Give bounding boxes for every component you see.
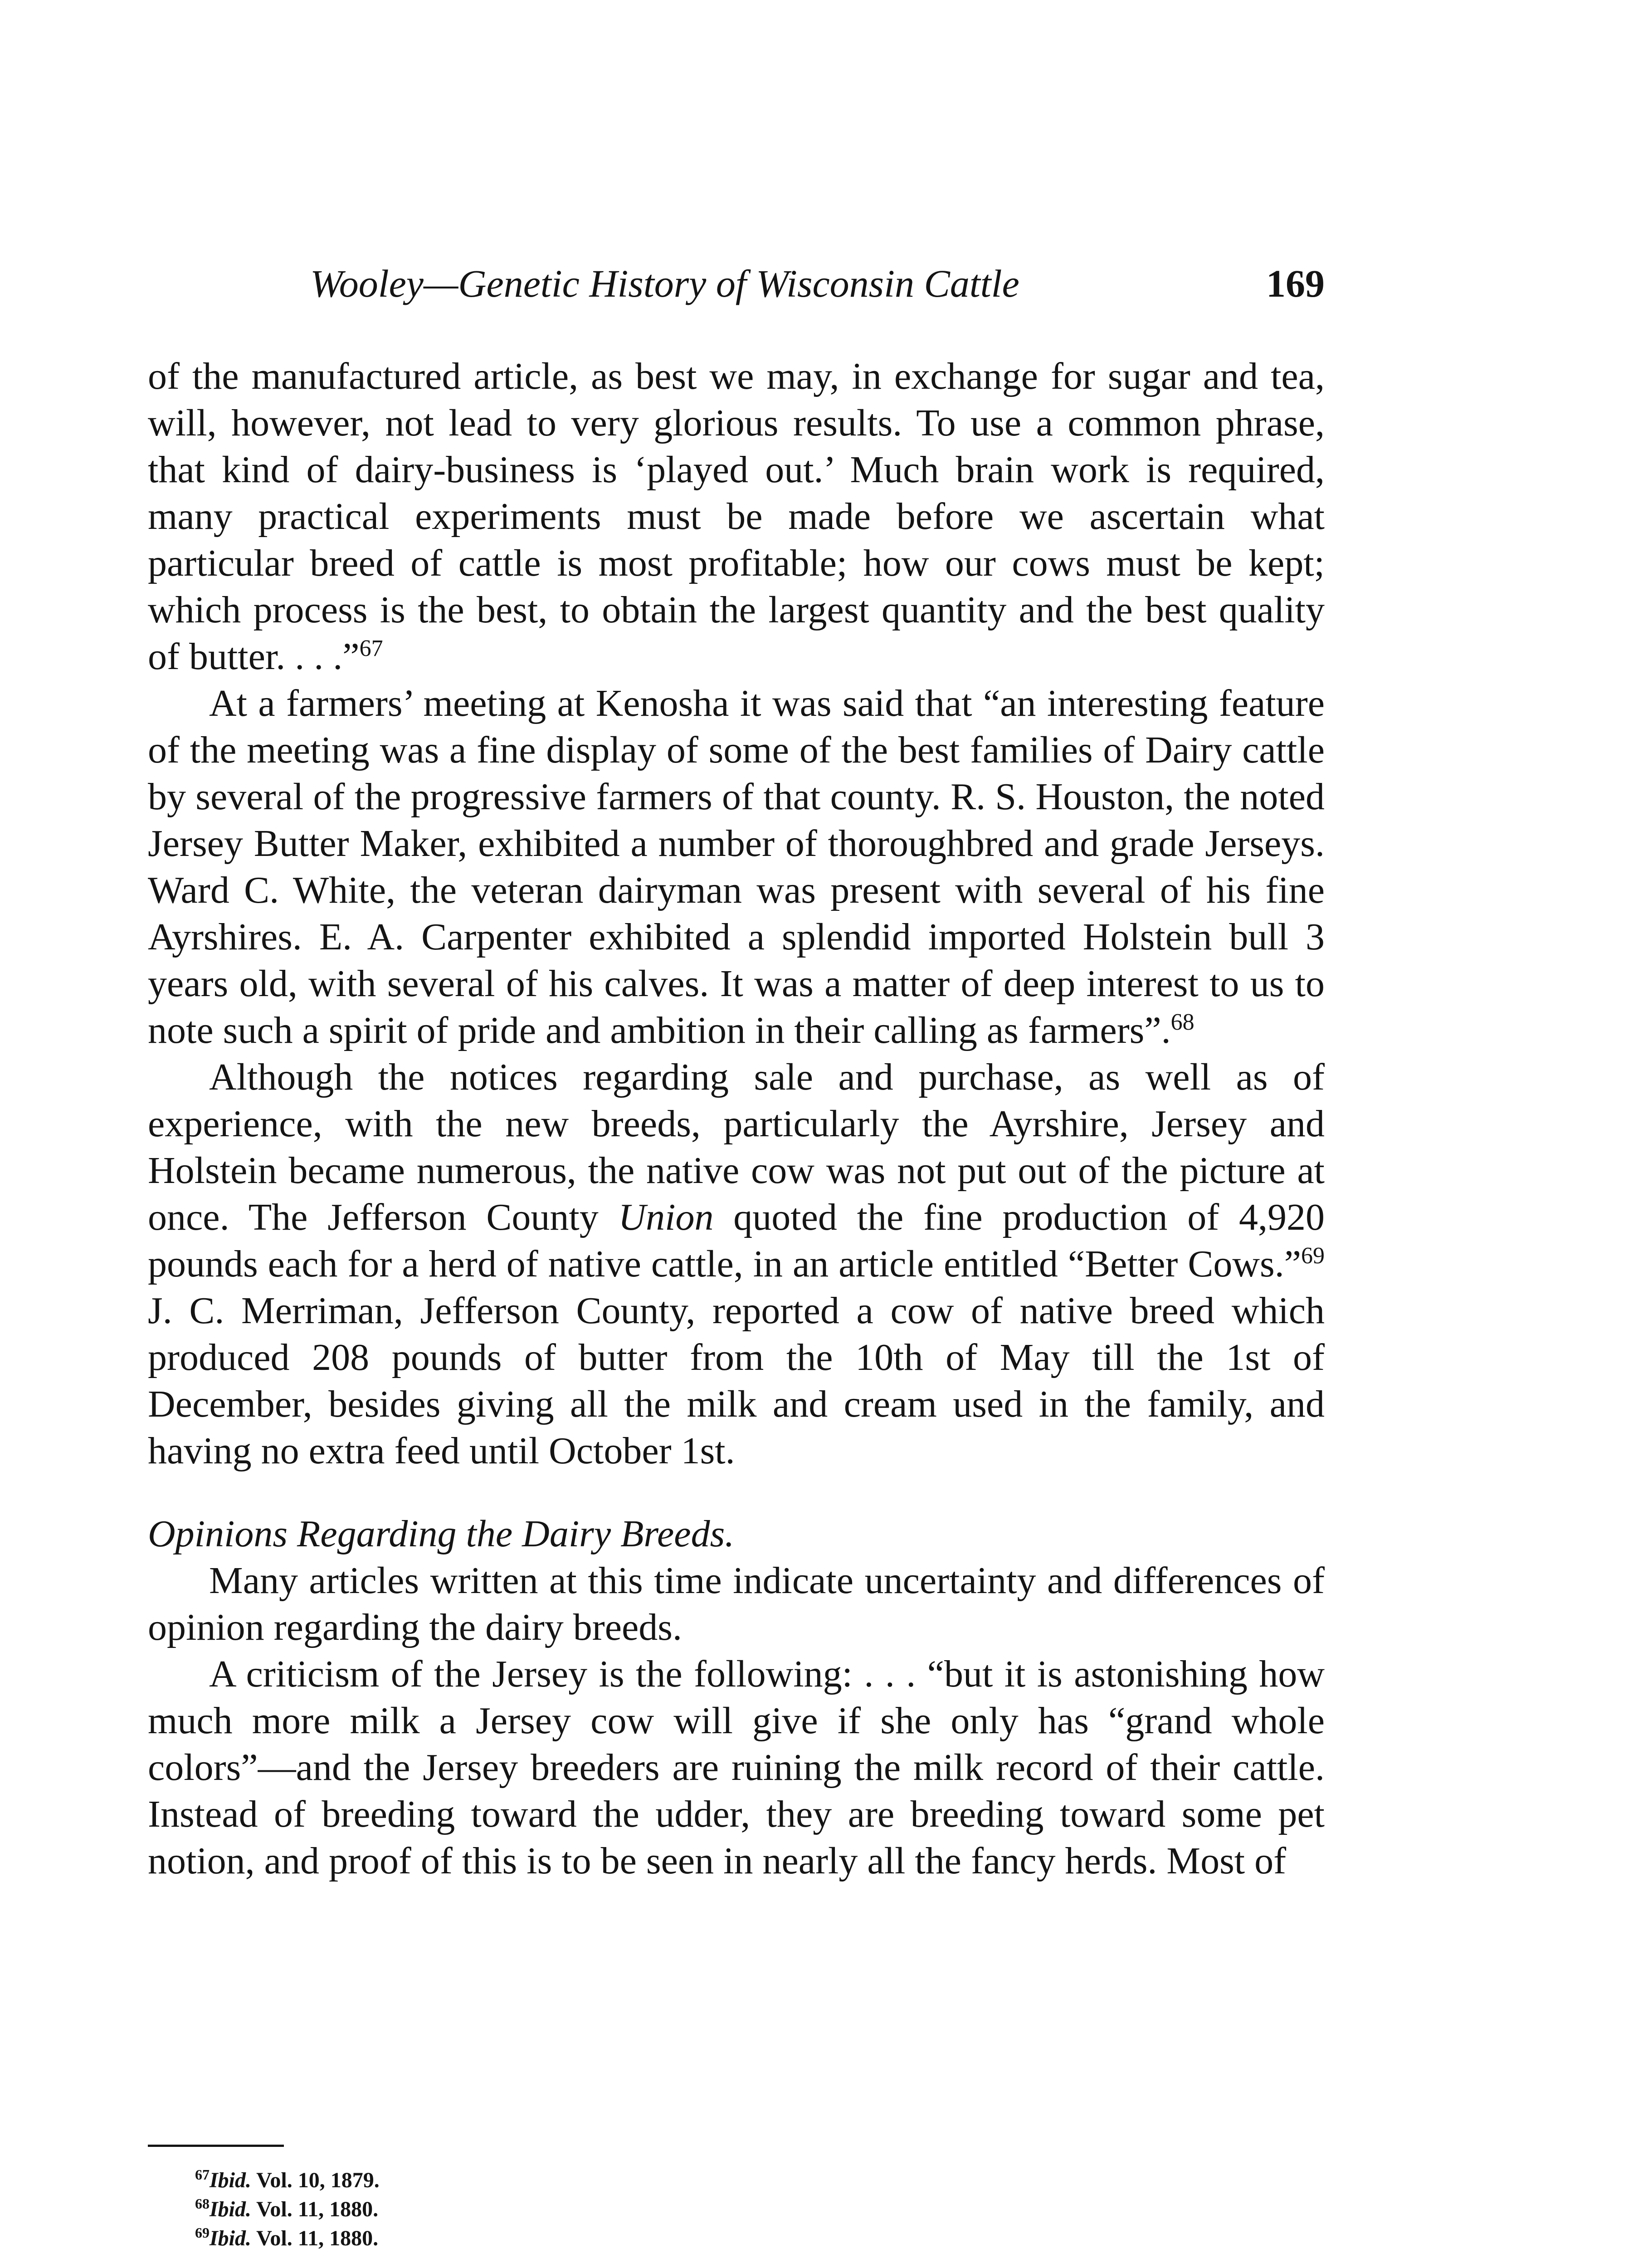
footnote-number: 67 xyxy=(195,2166,210,2183)
body-text xyxy=(148,353,1325,1884)
section-heading: Opinions Regarding the Dairy Breeds. xyxy=(148,1513,735,1555)
paragraph-2-text: At a farmers’ meeting at Kenosha it was said that “an interesting feature of the meeting was a fine display of some of the best families of Dairy cattle by several of the progressive farmers of that county. R. S. Houston, the noted Jersey Butter Maker, exhibited a number of thoroughbred and grade Jerseys. Ward C. White, the veteran dairyman was present with several of his fine Ayrshires. E. A. Carpenter exhibited a splendid imported Holstein bull 3 years old, with several of his calves. It was a matter of deep interest to us to note such a spirit of pride and ambition in their calling as farmers”. xyxy=(148,682,1325,1051)
footnote-text: Vol. 10, 1879. xyxy=(251,2168,380,2192)
paragraph-3 xyxy=(148,1054,1325,1474)
running-title: Wooley—Genetic History of Wisconsin Cattle xyxy=(310,262,1019,305)
paragraph-1 xyxy=(148,353,1325,680)
footnote-number: 68 xyxy=(195,2195,210,2212)
footnote-number: 69 xyxy=(195,2224,210,2241)
paragraph-3-text-c: J. C. Merriman, Jefferson County, reported a cow of native breed which produced 208 pounds of butter from the 10th of May till the 1st of December, besides giving all the milk and cream used in the family, and having no extra feed until October 1st. xyxy=(148,1290,1325,1472)
footnote-ref-69: 69 xyxy=(1301,1243,1325,1269)
footnote-ref-67: 67 xyxy=(359,635,383,661)
footnote-68 xyxy=(195,2195,875,2224)
footnote-source: Ibid. xyxy=(210,2226,252,2250)
page-header xyxy=(148,254,1325,313)
paragraph-4: Many articles written at this time indicate uncertainty and differences of opinion regarding the dairy breeds. xyxy=(148,1559,1325,1648)
paragraph-3-text-a: Although the notices regarding sale and purchase, as well as of experience, with the new breeds, particularly the Ayrshire, Jersey and Holstein became numerous, the native cow was not put out of the picture at once. The Jefferson County xyxy=(148,1056,1325,1238)
footnote-divider xyxy=(148,2145,284,2147)
footnote-67 xyxy=(195,2166,875,2195)
footnotes xyxy=(195,2166,875,2253)
footnote-source: Ibid. xyxy=(210,2168,252,2192)
footnote-69 xyxy=(195,2224,875,2253)
paragraph-5: A criticism of the Jersey is the following: . . . “but it is astonishing how much more milk a Jersey cow will give if she only has “grand whole colors”—and the Jersey breeders are ruining the milk record of their cattle. Instead of breeding toward the udder, they are breeding toward some pet notion, and proof of this is to be seen in nearly all the fancy herds. Most of xyxy=(148,1653,1325,1882)
paragraph-1-text: of the manufactured article, as best we may, in exchange for sugar and tea, will, however, not lead to very glorious results. To use a common phrase, that kind of dairy-business is ‘played out.’ Much brain work is required, many practical experiments must be made before we ascertain what particular breed of cattle is most profitable; how our cows must be kept; which process is the best, to obtain the largest quantity and the best quality of butter. . . .” xyxy=(148,355,1325,678)
footnote-text: Vol. 11, 1880. xyxy=(251,2197,379,2221)
paragraph-3-text-b: quoted the fine production of 4,920 pounds each for a herd of native cattle, in an article entitled “Better Cows.” xyxy=(148,1196,1325,1285)
newspaper-title: Union xyxy=(618,1196,714,1238)
footnote-ref-68: 68 xyxy=(1170,1009,1194,1035)
page-number: 169 xyxy=(1266,262,1325,305)
footnote-text: Vol. 11, 1880. xyxy=(251,2226,379,2250)
paragraph-2 xyxy=(148,680,1325,1054)
footnote-source: Ibid. xyxy=(210,2197,252,2221)
